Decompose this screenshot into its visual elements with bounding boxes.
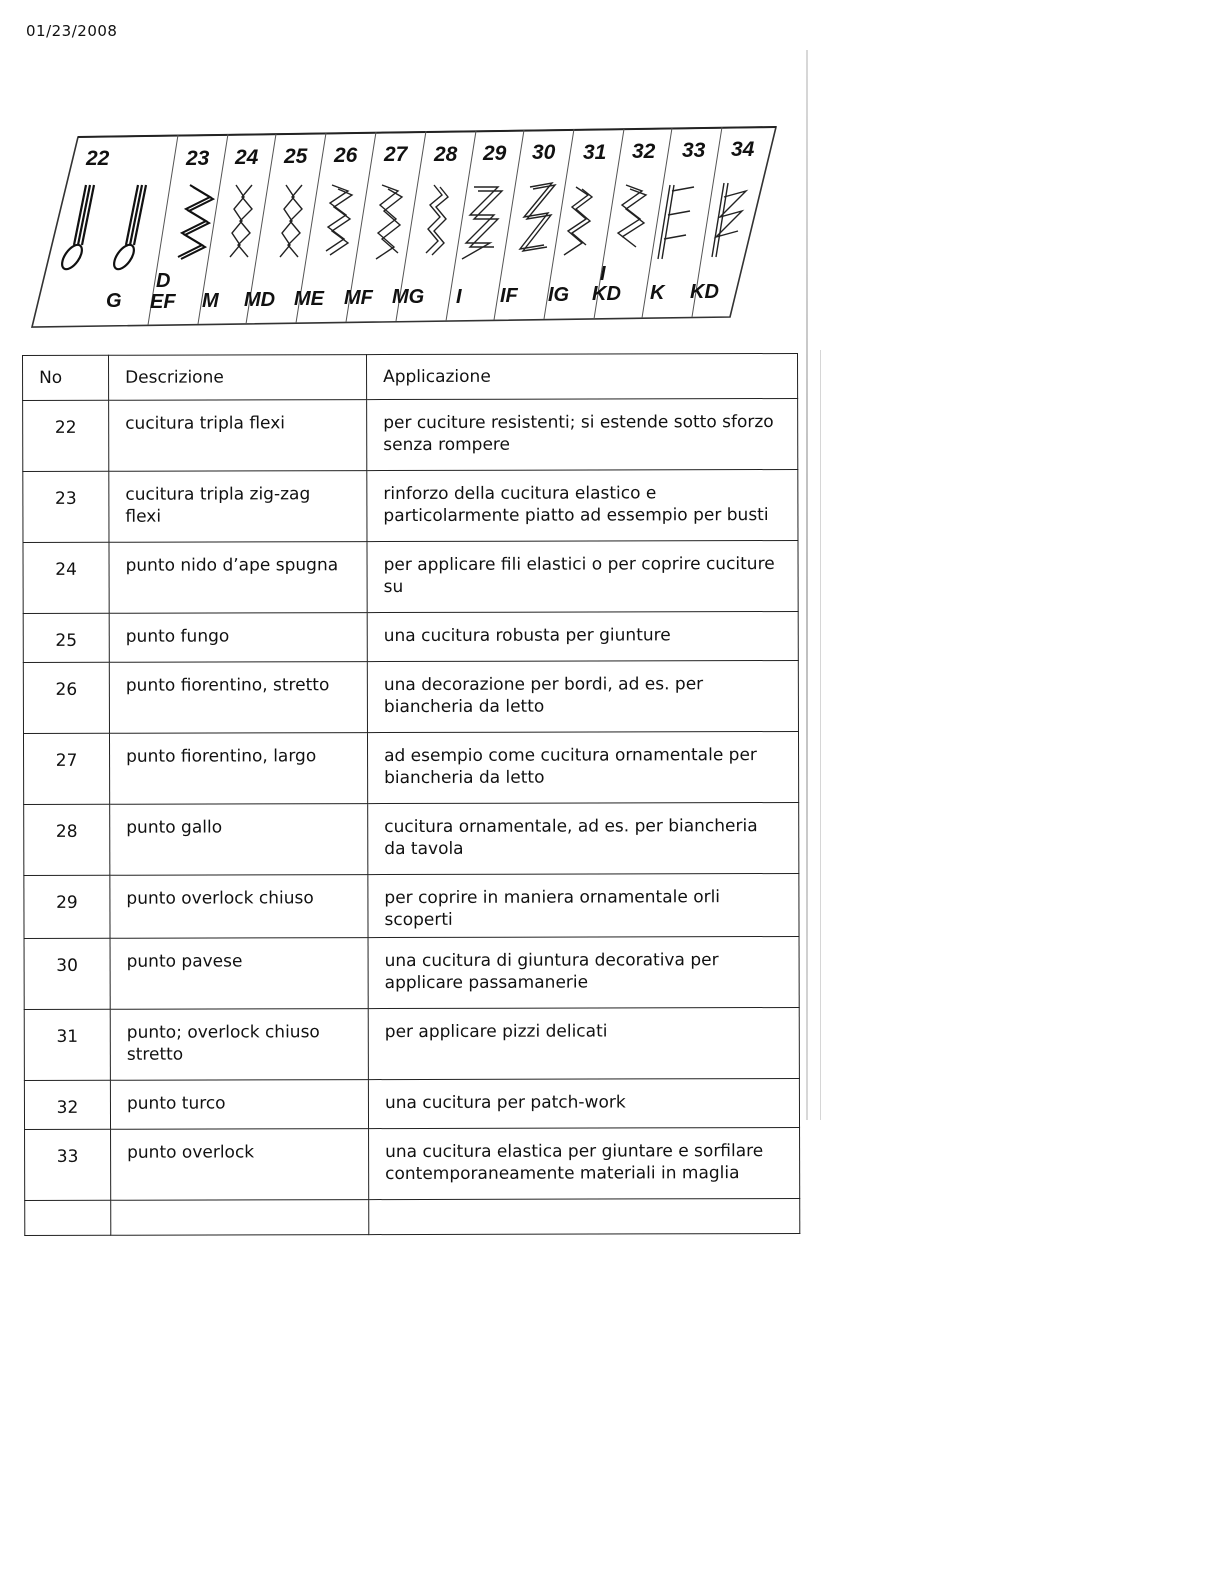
- stitch-number: 22: [86, 147, 110, 170]
- row-description-cut: [111, 1200, 369, 1236]
- foot-code: G: [106, 290, 122, 312]
- row-number: 32: [24, 1080, 110, 1129]
- foot-code: KD: [690, 281, 719, 303]
- row-application: rinforzo della cucitura elastico e particolarmente piatto ad essempio per busti: [367, 469, 798, 541]
- table-row: [24, 1078, 799, 1129]
- stitch-number: 27: [384, 143, 408, 166]
- table-row: [24, 802, 799, 875]
- stitch-number: 23: [186, 147, 210, 170]
- foot-code: ME: [294, 288, 324, 310]
- table-row: [23, 469, 798, 542]
- row-application: una cucitura di giuntura decorativa per applicare passamanerie: [368, 936, 799, 1008]
- row-number: 28: [24, 804, 110, 875]
- row-number: 23: [23, 471, 109, 542]
- row-application: una cucitura per patch-work: [368, 1078, 799, 1128]
- foot-code: KD: [592, 283, 621, 305]
- foot-code: M: [202, 290, 219, 312]
- table-row: [24, 1007, 799, 1080]
- stitch-number: 31: [583, 141, 607, 164]
- table-row: [23, 540, 798, 613]
- stitch-table-container: [22, 353, 800, 1185]
- scan-page-edge: [806, 50, 808, 1120]
- row-description: punto; overlock chiuso stretto: [110, 1009, 368, 1081]
- row-description: punto fiorentino, stretto: [109, 662, 367, 734]
- row-number: 22: [23, 400, 109, 471]
- table-row-cut-off: [25, 1198, 800, 1235]
- stitch-number: 30: [532, 141, 556, 164]
- row-number: 25: [23, 613, 109, 662]
- table-row: [23, 398, 798, 471]
- header-description: Descrizione: [109, 355, 367, 401]
- foot-code: IF: [500, 285, 518, 307]
- row-application-cut: [369, 1198, 800, 1234]
- row-application: per cuciture resistenti; si estende sotto sforzo senza rompere: [367, 398, 798, 470]
- row-application: per coprire in maniera ornamentale orli scoperti: [368, 873, 799, 937]
- row-number: 33: [25, 1129, 111, 1200]
- stitch-number: 34: [731, 138, 755, 161]
- stitch-number: 28: [434, 143, 458, 166]
- row-number: 24: [23, 542, 109, 613]
- row-description: punto fiorentino, largo: [109, 733, 367, 805]
- row-number: 29: [24, 875, 110, 938]
- row-description: cucitura tripla flexi: [109, 400, 367, 472]
- table-header-row: [23, 353, 798, 400]
- row-number: 26: [23, 662, 109, 733]
- stitch-number: 33: [682, 139, 706, 162]
- row-description: punto turco: [110, 1080, 368, 1130]
- foot-code: MF: [344, 287, 373, 309]
- row-number: 27: [23, 733, 109, 804]
- row-application: una decorazione per bordi, ad es. per biancheria da letto: [367, 660, 798, 732]
- foot-code: MD: [244, 289, 276, 311]
- stitch-number: 29: [483, 142, 507, 165]
- stitch-number: 24: [235, 146, 259, 169]
- foot-code: IG: [548, 284, 570, 306]
- table-row: [24, 936, 799, 1009]
- row-application: una cucitura robusta per giunture: [367, 611, 798, 661]
- foot-code: MG: [392, 286, 425, 308]
- foot-code: I: [600, 263, 606, 285]
- table-row: [23, 660, 798, 733]
- stitch-number: 25: [284, 145, 308, 168]
- row-description: cucitura tripla zig-zag flexi: [109, 471, 367, 543]
- row-application: per applicare pizzi delicati: [368, 1007, 799, 1079]
- table-row: [23, 731, 798, 804]
- table-row: [25, 1127, 800, 1200]
- header-no: No: [23, 355, 109, 400]
- stitch-number: 32: [632, 140, 656, 163]
- stitch-number: 26: [334, 144, 358, 167]
- table-row: [24, 873, 799, 938]
- row-number: 31: [24, 1009, 110, 1080]
- foot-code: D: [156, 270, 171, 292]
- stitch-chart-panel: [30, 125, 778, 330]
- row-application: per applicare fili elastici o per coprire cuciture su: [367, 540, 798, 612]
- row-application: ad esempio come cucitura ornamentale per biancheria da letto: [367, 731, 798, 803]
- row-description: punto gallo: [110, 804, 368, 876]
- stitch-table: [22, 353, 800, 1236]
- row-number: 30: [24, 938, 110, 1009]
- foot-code: K: [650, 282, 665, 304]
- row-application: una cucitura elastica per giuntare e sorfilare contemporaneamente materiali in maglia: [369, 1127, 800, 1199]
- header-application: Applicazione: [367, 353, 798, 399]
- table-row: [23, 611, 798, 662]
- row-description: punto fungo: [109, 613, 367, 663]
- foot-code: EF: [150, 291, 176, 313]
- row-number-cut: [25, 1200, 111, 1235]
- row-application: cucitura ornamentale, ad es. per biancheria da tavola: [368, 802, 799, 874]
- row-description: punto overlock: [111, 1129, 369, 1201]
- row-description: punto overlock chiuso: [110, 875, 368, 939]
- scan-page-edge-shadow: [820, 350, 821, 1120]
- row-description: punto pavese: [110, 938, 368, 1010]
- foot-code: I: [456, 286, 462, 308]
- scan-date: 01/23/2008: [26, 22, 118, 40]
- row-description: punto nido d’ape spugna: [109, 542, 367, 614]
